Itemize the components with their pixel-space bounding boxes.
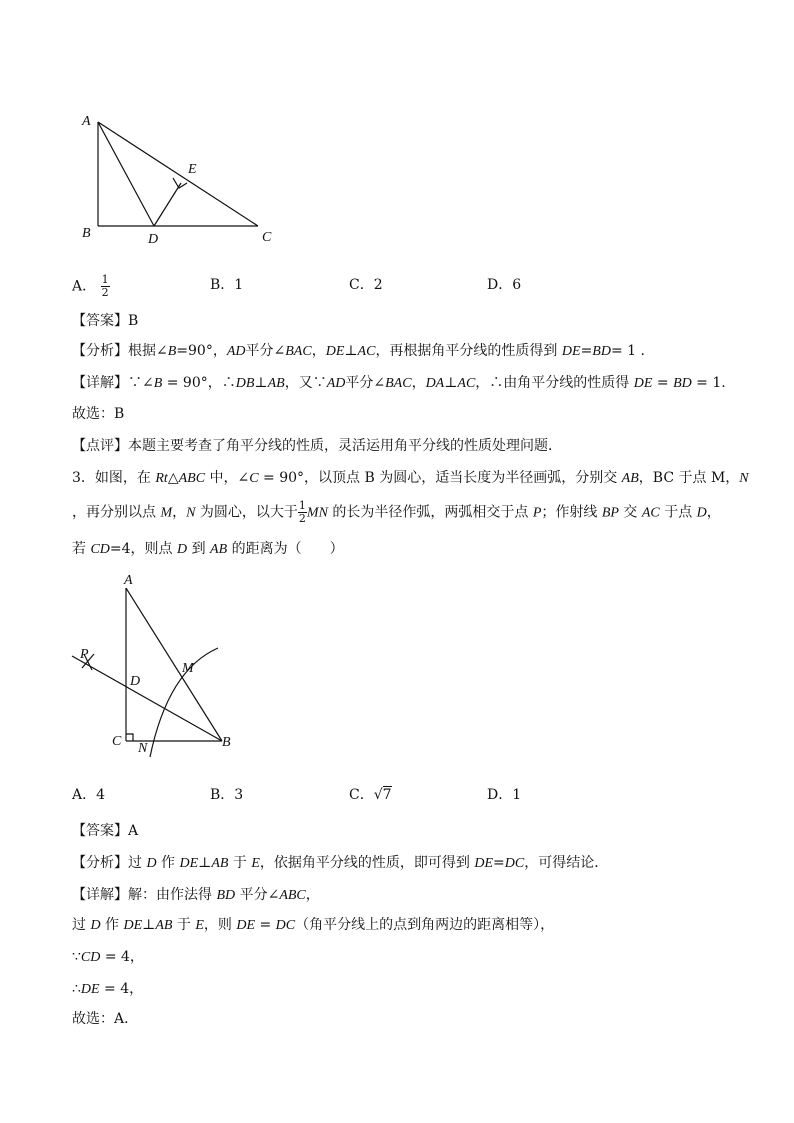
label-p: P	[80, 647, 89, 662]
q2-comment: 【点评】本题主要考查了角平分线的性质，灵活运用角平分线的性质处理问题．	[72, 438, 562, 454]
q3-stem-line2: ，再分别以点 M，N 为圆心，以大于 $\frac{1}{2}$ MN 的长为半径作弧，两弧相交于点 P；作射线 BP 交 AC 于点 D，	[72, 499, 721, 525]
q2-option-d[interactable]: D．6	[487, 277, 522, 293]
label-d: D	[148, 232, 159, 247]
q3-detail-line4: ∴DE = 4，	[72, 981, 144, 997]
q3-select: 故选：A．	[72, 1011, 139, 1027]
label-b: B	[82, 226, 91, 241]
q2-option-a[interactable]: A． $\frac{1}{2}$	[72, 273, 109, 299]
q2-analysis: 【分析】根据∠B=90°，AD平分∠BAC，DE⊥AC，再根据角平分线的性质得到 DE=BD= 1 .	[72, 343, 645, 359]
label-a: A	[82, 114, 91, 129]
q3-option-d[interactable]: D．1	[487, 787, 522, 803]
label-e: E	[188, 162, 197, 177]
q3-option-c[interactable]: C．√7	[349, 787, 392, 803]
sqrt-sign: √	[373, 787, 383, 803]
q2-detail: 【详解】∵∠B = 90°，∴DB⊥AB，又∵AD平分∠BAC，DA⊥AC，∴由角平分线的性质得 DE = BD = 1.	[72, 375, 726, 391]
half-fraction: $\frac{1}{2}$	[298, 499, 306, 525]
q3-option-a[interactable]: A．4	[72, 787, 106, 803]
label-n: N	[138, 741, 148, 756]
q3-detail-line3: ∵CD = 4，	[72, 949, 144, 965]
label-d: D	[130, 674, 141, 689]
q2-select: 故选：B	[72, 406, 125, 422]
label-a: A	[124, 573, 133, 588]
q3-stem-line1: 3．如图，在 Rt△ABC 中，∠C = 90°，以顶点 B 为圆心，适当长度为半径画弧，分别交 AB，BC 于点 M，N	[72, 470, 749, 486]
q2-option-b[interactable]: B．1	[210, 277, 244, 293]
label-m: M	[182, 661, 194, 676]
figure-triangle-abc	[70, 105, 290, 255]
q2-answer: 【答案】B	[72, 313, 139, 329]
q3-detail-line2: 过 D 作 DE⊥AB 于 E，则 DE = DC（角平分线上的点到角两边的距离相等），	[72, 917, 555, 933]
q3-analysis: 【分析】过 D 作 DE⊥AB 于 E，依据角平分线的性质，即可得到 DE=DC，可得结论．	[72, 855, 609, 871]
figure-construction	[68, 570, 268, 770]
q3-answer: 【答案】A	[72, 823, 139, 839]
label-b: B	[222, 735, 231, 750]
option-a-fraction: $\frac{1}{2}$	[101, 273, 109, 299]
q2-option-c[interactable]: C．2	[349, 277, 383, 293]
label-c: C	[112, 734, 122, 749]
q3-detail-line1: 【详解】解：由作法得 BD 平分∠ABC，	[72, 887, 320, 903]
q3-stem-line3: 若 CD=4，则点 D 到 AB 的距离为（ ）	[72, 541, 344, 557]
label-c: C	[262, 230, 272, 245]
q3-option-b[interactable]: B．3	[210, 787, 244, 803]
